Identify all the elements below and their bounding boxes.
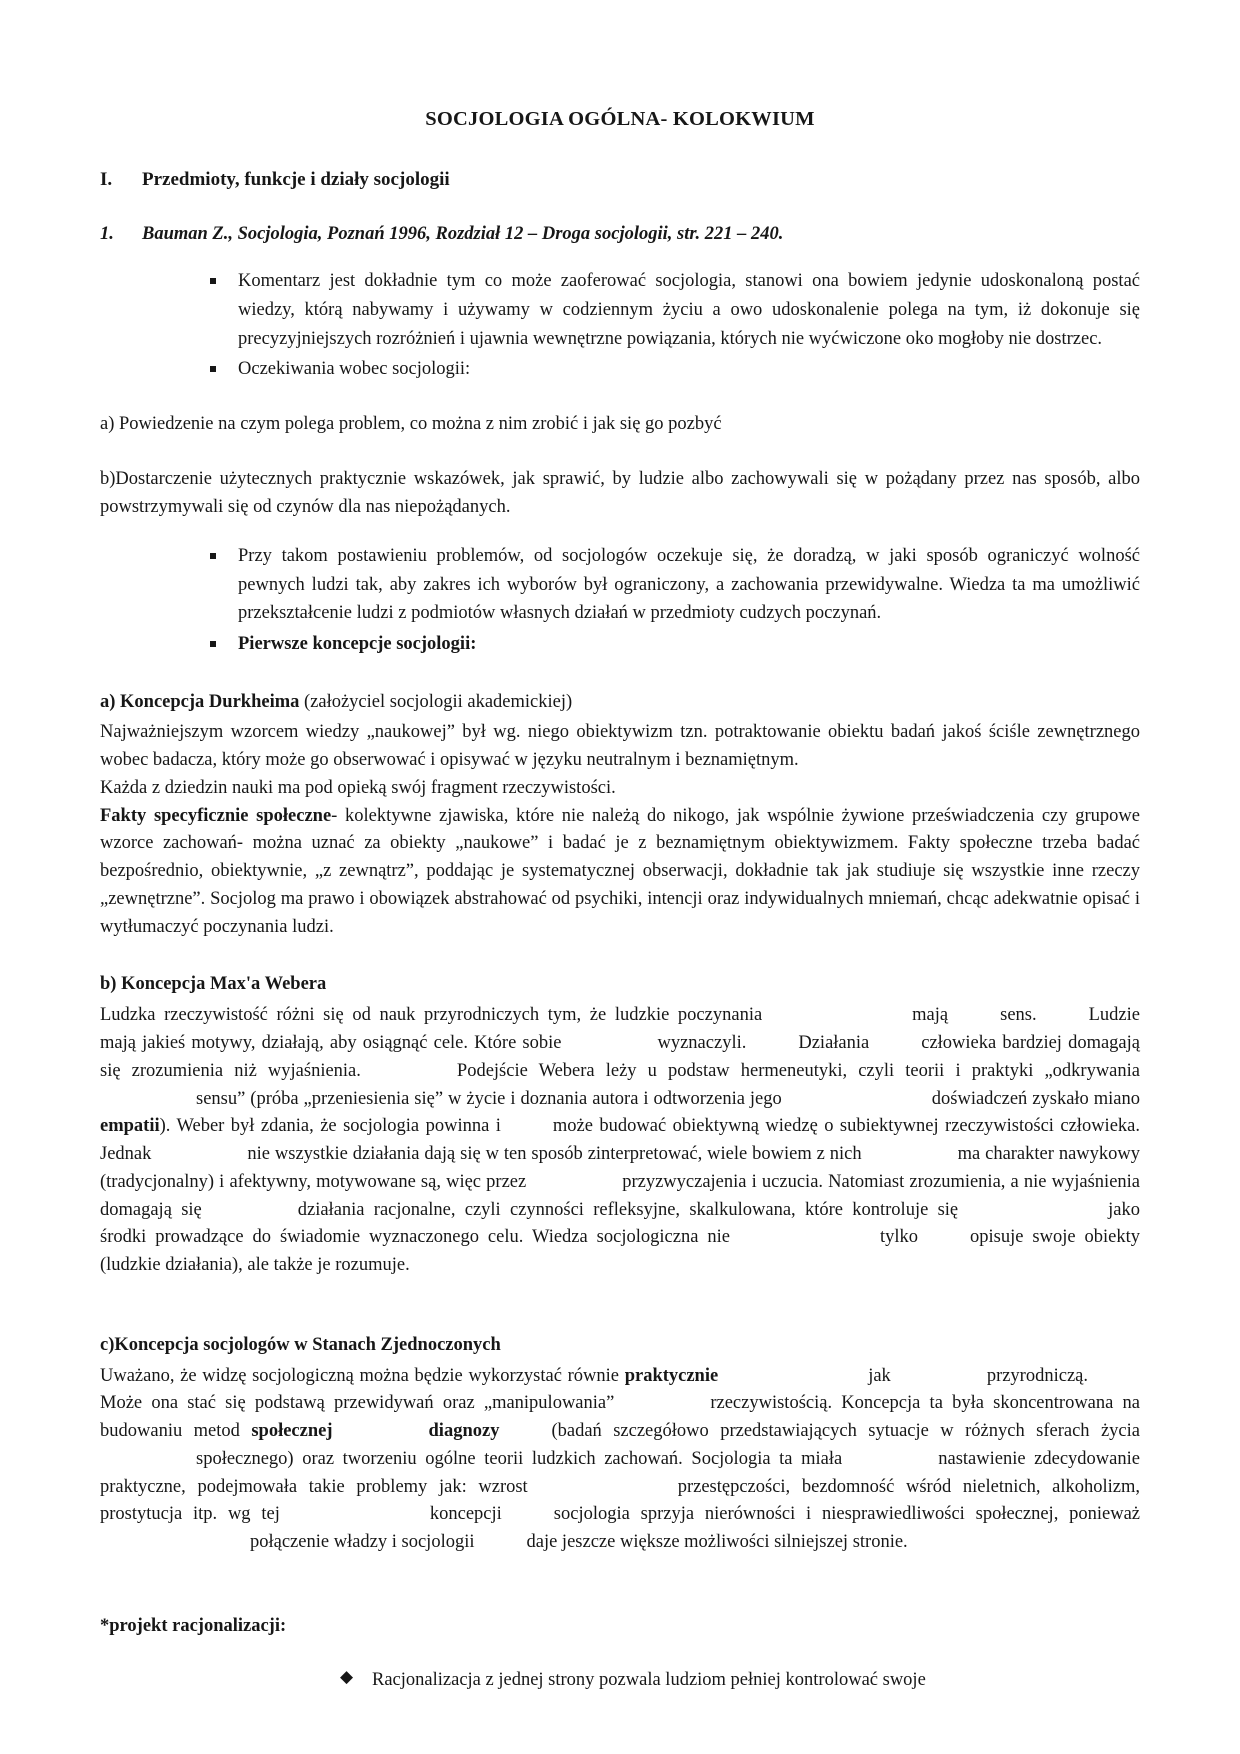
usa-seg-praktycznie: praktycznie <box>624 1365 719 1386</box>
expectation-b: b)Dostarczenie użytecznych praktycznie wskazówek, jak sprawić, by ludzie albo zachowywali się w pożądany przez nas sposób, albo powstrzymywali się od czynów dla nas niepożądanych. <box>100 468 1140 518</box>
reference-text: Bauman Z., Socjologia, Poznań 1996, Rozdział 12 – Droga socjologii, str. 221 – 240. <box>142 224 784 245</box>
durkheim-facts <box>100 803 1140 942</box>
weber-seg-h: Podejście Webera leży u podstaw hermeneutyki, czyli teorii i praktyki „odkrywania <box>456 1060 1140 1081</box>
section-heading-roman <box>100 167 1140 193</box>
subheading-durkheim <box>100 689 1140 716</box>
list-item: Komentarz jest dokładnie tym co może zaoferować socjologia, stanowi ona bowiem jedynie udoskonaloną postać wiedzy, którą nabywamy i używamy w codziennym życiu a owo udoskonalenie polega na tym, iż dokonuje się precyzyjniejszych rozróżnień i ujawnia wewnętrzne powiązania, których nie wyćwiczone oko mogłoby nie dostrzec. <box>204 267 1140 353</box>
weber-seg-l: ). Weber był zdania, że socjologia powinna i <box>159 1116 501 1137</box>
usa-seg-i: (badań szczegółowo przedstawiających sytuacje w różnych sferach życia <box>551 1421 1140 1442</box>
weber-seg-f: Działania <box>798 1033 870 1054</box>
usa-seg-c: jak <box>868 1365 891 1386</box>
weber-seg-j: doświadczeń zyskało miano <box>931 1088 1140 1109</box>
usa-seg-o: połączenie władzy i socjologii <box>250 1532 475 1553</box>
usa-seg-d: przyrodniczą. <box>986 1365 1088 1386</box>
weber-seg-c: sens. <box>1000 1005 1037 1026</box>
usa-seg-n: socjologia sprzyja nierówności i niesprawiedliwości społecznej, ponieważ <box>553 1504 1140 1525</box>
usa-seg-a: Uważano, że widzę socjologiczną można będzie wykorzystać równie <box>100 1365 625 1386</box>
usa-seg-k: nastawienie zdecydowanie praktyczne, podejmowała takie problemy jak: wzrost <box>100 1448 1140 1497</box>
durkheim-line-2: Każda z dziedzin nauki ma pod opieką swój fragment rzeczywistości. <box>100 777 616 798</box>
weber-seg-r: jako środki prowadzące do świadomie wyznaczonego celu. Wiedza socjologiczna nie <box>100 1199 1140 1248</box>
expectation-a: a) Powiedzenie na czym polega problem, co można z nim zrobić i jak się go pozbyć <box>100 413 722 434</box>
weber-body <box>100 1002 1140 1280</box>
usa-seg-p: daje jeszcze większe możliwości silniejszej stronie. <box>526 1532 908 1553</box>
weber-seg-p: przyzwyczajenia i uczucia. Natomiast zrozumienia, a nie wyjaśnienia domagają się <box>100 1171 1141 1220</box>
usa-paragraph <box>100 1363 1140 1557</box>
usa-body <box>100 1363 1140 1557</box>
diamond-list-rationalization <box>100 1666 1140 1695</box>
weber-paragraph <box>100 1002 1140 1280</box>
weber-seg-g: człowieka bardziej domagają się zrozumienia niż wyjaśnienia. <box>100 1033 1140 1081</box>
weber-seg-m: może budować obiektywną wiedzę o subiektywnej rzeczywistości człowieka. Jednak <box>100 1116 1140 1165</box>
bullet-list-expectations <box>100 267 1140 384</box>
weber-seg-o: ma charakter nawykowy (tradycjonalny) i afektywny, motywowane są, więc przez <box>100 1144 1140 1192</box>
weber-seg-b: mają <box>912 1005 949 1026</box>
usa-seg-f: rzeczywistością. Koncepcja ta była skoncentrowana na budowaniu metod <box>100 1393 1141 1442</box>
list-item: Oczekiwania wobec socjologii: <box>204 355 1140 384</box>
subheading-usa: c)Koncepcja socjologów w Stanach Zjednoczonych <box>100 1334 501 1355</box>
list-item: Przy takom postawieniu problemów, od socjologów oczekuje się, że doradzą, w jaki sposób ograniczyć wolność pewnych ludzi tak, aby zakres ich wyborów był ograniczony, a zachowania przewidywalne. Wiedza ta ma umożliwić przekształcenie ludzi z podmiotów własnych działań w przedmioty cudzych poczynań. <box>204 542 1140 628</box>
subheading-weber: b) Koncepcja Max'a Webera <box>100 974 327 995</box>
subheading-durkheim-bold: a) Koncepcja Durkheima <box>100 691 304 712</box>
bullet-list-concepts <box>100 542 1140 659</box>
subheading-durkheim-note: (założyciel socjologii akademickiej) <box>304 691 573 712</box>
subheading-rationalization: *projekt racjonalizacji: <box>100 1615 287 1636</box>
durkheim-facts-term: Fakty specyficznie społeczne <box>100 805 332 826</box>
usa-seg-l: przestępczości, bezdomność wśród nieletnich, alkoholizm, prostytucja itp. wg tej <box>100 1476 1140 1525</box>
weber-seg-empatii: empatii <box>100 1116 160 1137</box>
weber-seg-q: działania racjonalne, czyli czynności refleksyjne, skalkulowana, które kontroluje się <box>297 1199 959 1220</box>
page-title: SOCJOLOGIA OGÓLNA- KOLOKWIUM <box>425 108 815 130</box>
usa-seg-spolecznej: społecznej <box>251 1421 333 1442</box>
weber-seg-e: wyznaczyli. <box>657 1033 747 1054</box>
usa-seg-e: Może ona stać się podstawą przewidywań oraz „manipulowania” <box>100 1393 615 1414</box>
reference-marker: 1. <box>100 224 114 245</box>
list-item: Pierwsze koncepcje socjologii: <box>204 630 1140 659</box>
durkheim-line-1: Najważniejszym wzorcem wiedzy „naukowej” był wg. niego obiektywizm tzn. potraktowanie obiektu badań jakoś ściśle zewnętrznego wobec badacza, który może go obserwować i opisywać w języku neutralnym i beznamiętnym. <box>100 722 1140 771</box>
weber-seg-s: tylko <box>879 1227 918 1248</box>
weber-seg-a: Ludzka rzeczywistość różni się od nauk przyrodniczych tym, że ludzkie poczynania <box>100 1005 763 1026</box>
usa-seg-j: społecznego) oraz tworzeniu ogólne teorii ludzkich zachowań. Socjologia ta miała <box>196 1448 843 1469</box>
durkheim-facts-rest: - kolektywne zjawiska, które nie należą do nikogo, jak wspólnie żywione przeświadczenia czy grupowe wzorce zachowań- można uznać za obiekty „naukowe” i badać je z beznamiętnym obiektywizmem. Fakty społeczne trzeba badać bezpośrednio, obiektywnie, „z zewnątrz”, poddając je systematycznej obserwacji, dokładnie tak jak studiuje się wszystkie inne rzeczy „zewnętrzne”. Socjolog ma prawo i obowiązek abstrahować od psychiki, intencji oraz indywidualnych mniemań, chcąc adekwatnie opisać i wytłumaczyć poczynania ludzi. <box>100 805 1140 937</box>
weber-seg-n: nie wszystkie działania dają się w ten sposób zinterpretować, wiele bowiem z nich <box>247 1144 862 1165</box>
durkheim-body <box>100 719 1140 941</box>
weber-seg-i: sensu” (próba „przeniesienia się” w życie i doznania autora i odtworzenia jego <box>196 1088 782 1109</box>
list-item: ◆ Racjonalizacja z jednej strony pozwala ludziom pełniej kontrolować swoje <box>340 1666 1140 1695</box>
weber-seg-t: opisuje swoje obiekty (ludzkie działania), ale także je rozumuje. <box>100 1227 1141 1276</box>
section-marker: I. <box>100 168 113 190</box>
usa-seg-m: koncepcji <box>429 1504 502 1525</box>
weber-seg-d: Ludzie mają jakieś motywy, działają, aby osiągnąć cele. Które sobie <box>100 1005 1140 1054</box>
usa-seg-diagnozy: diagnozy <box>428 1421 500 1442</box>
section-heading-text: Przedmioty, funkcje i działy socjologii <box>142 168 450 190</box>
reference-item <box>100 222 1140 247</box>
